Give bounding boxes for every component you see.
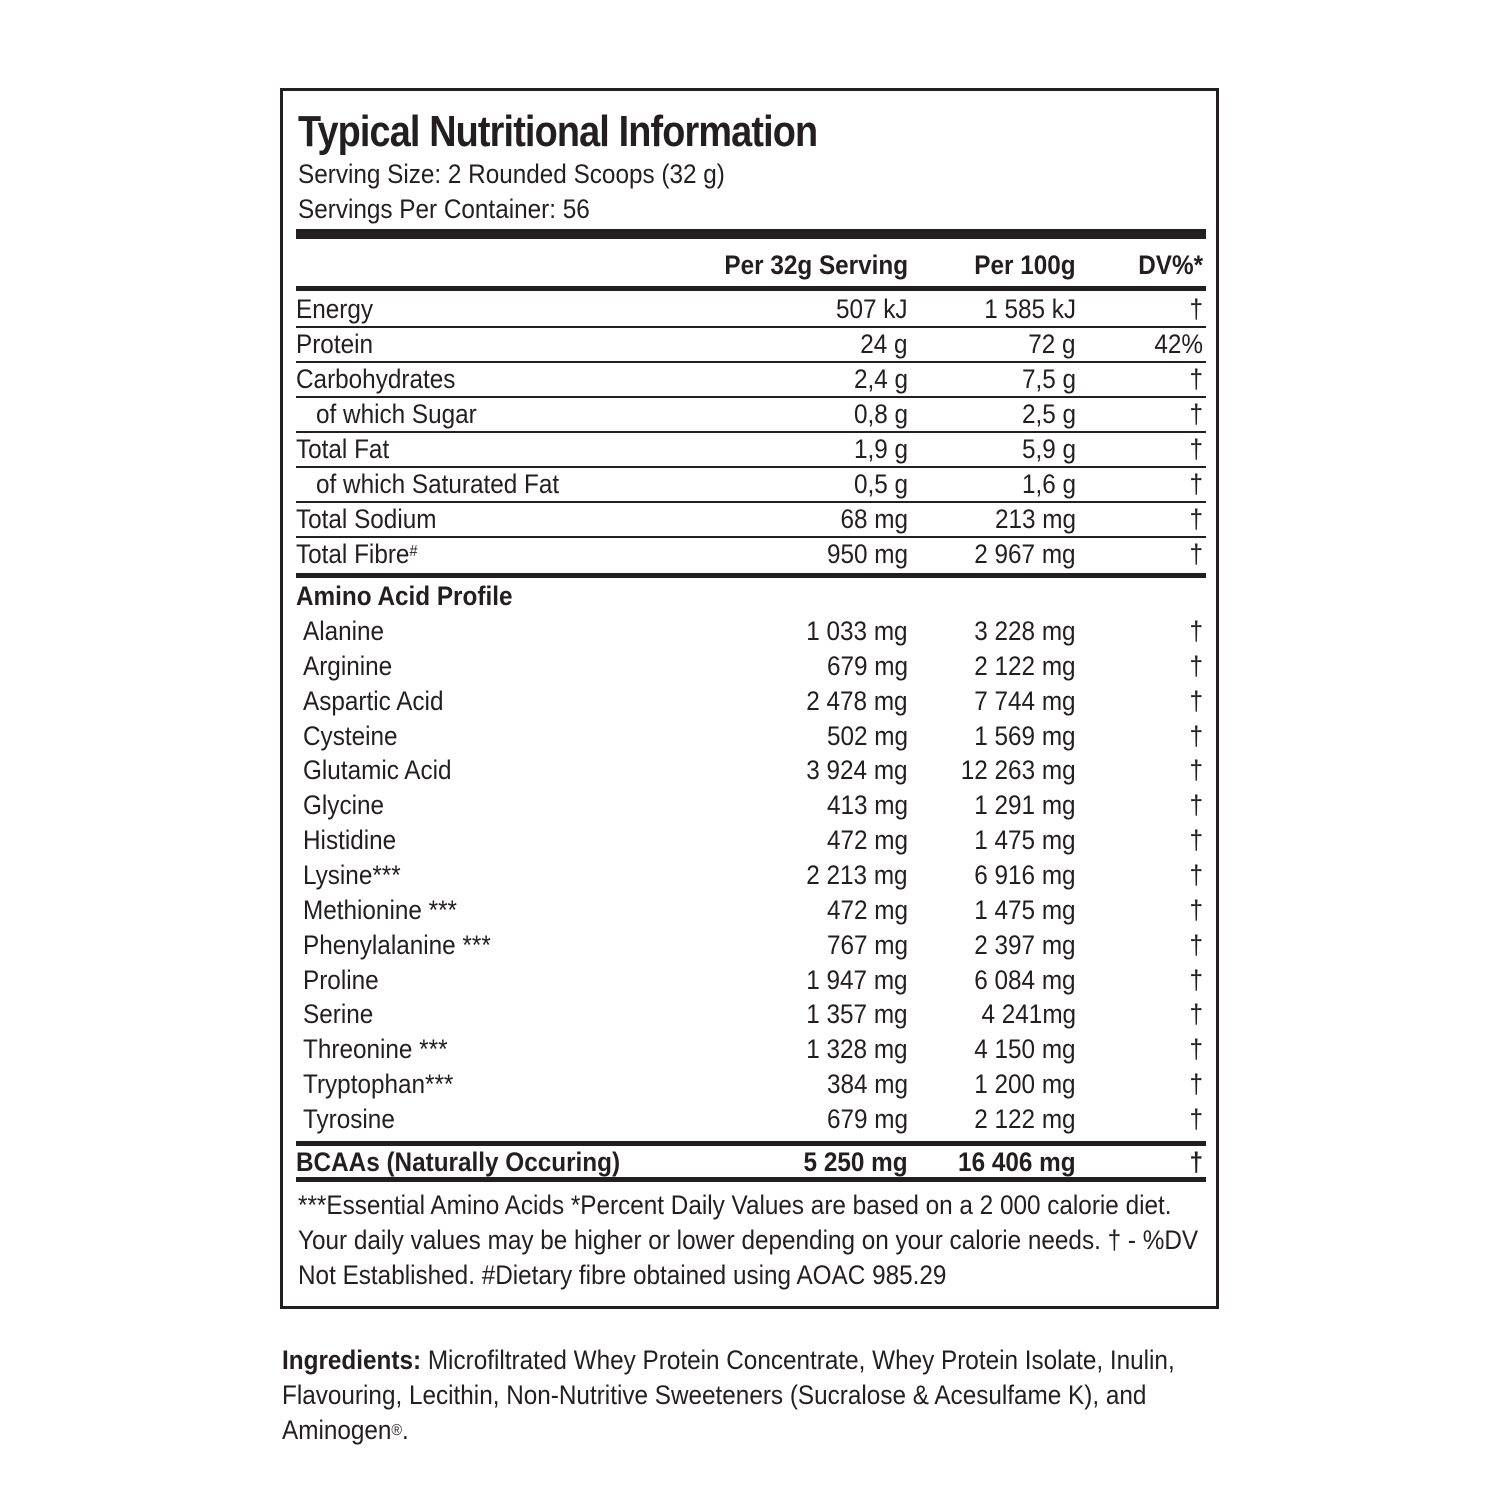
nutrient-per-serving: 2,4 g — [853, 364, 908, 394]
ingredients-end: . — [402, 1415, 409, 1445]
amino-per-serving: 472 mg — [826, 825, 908, 855]
amino-row — [296, 1067, 1206, 1101]
amino-per-100g: 1 291 mg — [974, 790, 1076, 820]
bcaa-dv: † — [1189, 1147, 1203, 1177]
amino-name: Aspartic Acid — [303, 686, 444, 716]
amino-name: Arginine — [303, 651, 393, 681]
col-header-dv: DV%* — [1138, 250, 1203, 280]
amino-dv: † — [1189, 651, 1203, 681]
nutrient-per-100g: 2 967 mg — [974, 539, 1076, 569]
amino-per-100g: 4 241mg — [981, 999, 1076, 1029]
col-header-per-100g: Per 100g — [974, 250, 1076, 280]
nutrient-per-serving: 0,5 g — [853, 469, 908, 499]
amino-name: Glycine — [303, 790, 385, 820]
amino-dv: † — [1189, 1034, 1203, 1064]
amino-name: Tryptophan*** — [303, 1069, 454, 1099]
nutrient-name: Total Fat — [296, 434, 390, 464]
nutrient-name: of which Saturated Fat — [316, 469, 560, 499]
amino-per-serving: 1 947 mg — [806, 965, 908, 995]
ingredients-statement — [282, 1343, 1209, 1448]
amino-dv: † — [1189, 825, 1203, 855]
nutrient-dv: † — [1189, 294, 1203, 324]
bcaa-row — [296, 1145, 1206, 1179]
amino-name: Threonine *** — [303, 1034, 448, 1064]
col-header-per-serving: Per 32g Serving — [724, 250, 908, 280]
nutrient-dv: † — [1189, 434, 1203, 464]
amino-per-100g: 1 200 mg — [974, 1069, 1076, 1099]
amino-name: Histidine — [303, 825, 397, 855]
amino-per-100g: 6 916 mg — [974, 860, 1076, 890]
amino-per-100g: 3 228 mg — [974, 616, 1076, 646]
amino-per-serving: 2 478 mg — [806, 686, 908, 716]
amino-row — [296, 823, 1206, 857]
amino-heading: Amino Acid Profile — [296, 581, 513, 611]
amino-per-serving: 3 924 mg — [806, 755, 908, 785]
amino-per-serving: 1 357 mg — [806, 999, 908, 1029]
nutrient-per-100g: 72 g — [1028, 329, 1076, 359]
nutrient-per-serving: 24 g — [860, 329, 908, 359]
nutrition-facts-panel — [280, 88, 1219, 1309]
amino-per-serving: 2 213 mg — [806, 860, 908, 890]
amino-row — [296, 893, 1206, 927]
amino-per-serving: 384 mg — [826, 1069, 908, 1099]
nutrient-name: Energy — [296, 294, 374, 324]
amino-dv: † — [1189, 721, 1203, 751]
nutrient-dv: † — [1189, 364, 1203, 394]
amino-per-100g: 2 122 mg — [974, 1104, 1076, 1134]
amino-row — [296, 997, 1206, 1031]
nutrient-dv: † — [1189, 539, 1203, 569]
amino-name: Tyrosine — [303, 1104, 395, 1134]
amino-per-100g: 2 122 mg — [974, 651, 1076, 681]
amino-divider — [296, 573, 1206, 578]
nutrient-row — [296, 327, 1206, 361]
amino-name: Proline — [303, 965, 379, 995]
nutrient-name: Total Sodium — [296, 504, 437, 534]
bcaa-bottom-divider — [296, 1177, 1206, 1182]
amino-per-serving: 767 mg — [826, 930, 908, 960]
bcaa-name: BCAAs (Naturally Occuring) — [296, 1147, 621, 1177]
amino-per-100g: 1 475 mg — [974, 825, 1076, 855]
amino-per-serving: 679 mg — [826, 651, 908, 681]
amino-dv: † — [1189, 860, 1203, 890]
amino-name: Methionine *** — [303, 895, 458, 925]
label-title: Typical Nutritional Information — [298, 107, 818, 156]
amino-dv: † — [1189, 790, 1203, 820]
amino-heading-row — [296, 579, 1206, 613]
amino-row — [296, 684, 1206, 718]
nutrient-per-100g: 1 585 kJ — [984, 294, 1076, 324]
amino-name: Glutamic Acid — [303, 755, 452, 785]
nutrient-per-serving: 950 mg — [826, 539, 908, 569]
amino-name: Serine — [303, 999, 374, 1029]
amino-per-serving: 1 328 mg — [806, 1034, 908, 1064]
nutrient-row — [296, 362, 1206, 396]
ingredients-label: Ingredients: — [282, 1345, 422, 1375]
amino-per-serving: 679 mg — [826, 1104, 908, 1134]
amino-per-serving: 472 mg — [826, 895, 908, 925]
nutrient-per-serving: 507 kJ — [836, 294, 908, 324]
amino-dv: † — [1189, 1104, 1203, 1134]
nutrient-row — [296, 397, 1206, 431]
amino-dv: † — [1189, 686, 1203, 716]
amino-per-100g: 7 744 mg — [974, 686, 1076, 716]
registered-mark: ® — [391, 1422, 403, 1439]
amino-row — [296, 1102, 1206, 1136]
nutrient-per-serving: 68 mg — [840, 504, 908, 534]
bcaa-per-serving: 5 250 mg — [803, 1147, 908, 1177]
amino-dv: † — [1189, 755, 1203, 785]
amino-per-serving: 502 mg — [826, 721, 908, 751]
amino-row — [296, 614, 1206, 648]
amino-row — [296, 649, 1206, 683]
nutrient-row — [296, 537, 1206, 571]
serving-size: Serving Size: 2 Rounded Scoops (32 g) — [298, 159, 725, 189]
amino-row — [296, 1032, 1206, 1066]
amino-per-serving: 1 033 mg — [806, 616, 908, 646]
amino-dv: † — [1189, 1069, 1203, 1099]
amino-row — [296, 753, 1206, 787]
amino-row — [296, 858, 1206, 892]
bcaa-per-100g: 16 406 mg — [958, 1147, 1076, 1177]
nutrient-per-serving: 1,9 g — [853, 434, 908, 464]
nutrient-row — [296, 502, 1206, 536]
amino-row — [296, 928, 1206, 962]
nutrient-row — [296, 467, 1206, 501]
label-footnote: ***Essential Amino Acids *Percent Daily Values are based on a 2 000 calorie diet. Your daily values may be higher or lower depending on your calorie needs. † - %DV Not Established. #Dietary fibre obtained using AOAC 985.29 — [298, 1190, 1199, 1290]
nutrient-per-100g: 5,9 g — [1021, 434, 1076, 464]
amino-per-100g: 2 397 mg — [974, 930, 1076, 960]
amino-name: Alanine — [303, 616, 385, 646]
thick-divider — [296, 229, 1206, 239]
amino-dv: † — [1189, 895, 1203, 925]
nutrient-per-100g: 213 mg — [994, 504, 1076, 534]
nutrient-name: Carbohydrates — [296, 364, 456, 394]
amino-name: Lysine*** — [303, 860, 401, 890]
fibre-footnote-mark: # — [409, 543, 418, 560]
ingredients-text: Microfiltrated Whey Protein Concentrate, Whey Protein Isolate, Inulin, Flavouring, Lecithin, Non-Nutritive Sweeteners (Sucralose & Acesulfame K), and Aminogen — [282, 1345, 1175, 1445]
column-header-row — [296, 248, 1206, 282]
amino-row — [296, 963, 1206, 997]
amino-per-100g: 1 475 mg — [974, 895, 1076, 925]
amino-dv: † — [1189, 930, 1203, 960]
servings-per-container: Servings Per Container: 56 — [298, 194, 590, 224]
amino-row — [296, 719, 1206, 753]
amino-per-serving: 413 mg — [826, 790, 908, 820]
amino-per-100g: 12 263 mg — [961, 755, 1076, 785]
amino-dv: † — [1189, 616, 1203, 646]
nutrient-dv: † — [1189, 504, 1203, 534]
amino-per-100g: 1 569 mg — [974, 721, 1076, 751]
nutrient-row — [296, 432, 1206, 466]
amino-per-100g: 4 150 mg — [974, 1034, 1076, 1064]
amino-name: Cysteine — [303, 721, 398, 751]
nutrient-name: of which Sugar — [316, 399, 477, 429]
nutrient-dv: † — [1189, 399, 1203, 429]
amino-dv: † — [1189, 965, 1203, 995]
nutrient-per-serving: 0,8 g — [853, 399, 908, 429]
nutrient-per-100g: 2,5 g — [1021, 399, 1076, 429]
amino-per-100g: 6 084 mg — [974, 965, 1076, 995]
nutrient-name: Protein — [296, 329, 374, 359]
header-divider — [296, 286, 1206, 291]
nutrient-dv: † — [1189, 469, 1203, 499]
nutrient-per-100g: 7,5 g — [1021, 364, 1076, 394]
nutrient-name: Total Fibre# — [296, 539, 418, 569]
amino-dv: † — [1189, 999, 1203, 1029]
amino-row — [296, 788, 1206, 822]
amino-name: Phenylalanine *** — [303, 930, 491, 960]
nutrient-dv: 42% — [1154, 329, 1203, 359]
nutrient-row — [296, 292, 1206, 326]
nutrient-per-100g: 1,6 g — [1021, 469, 1076, 499]
